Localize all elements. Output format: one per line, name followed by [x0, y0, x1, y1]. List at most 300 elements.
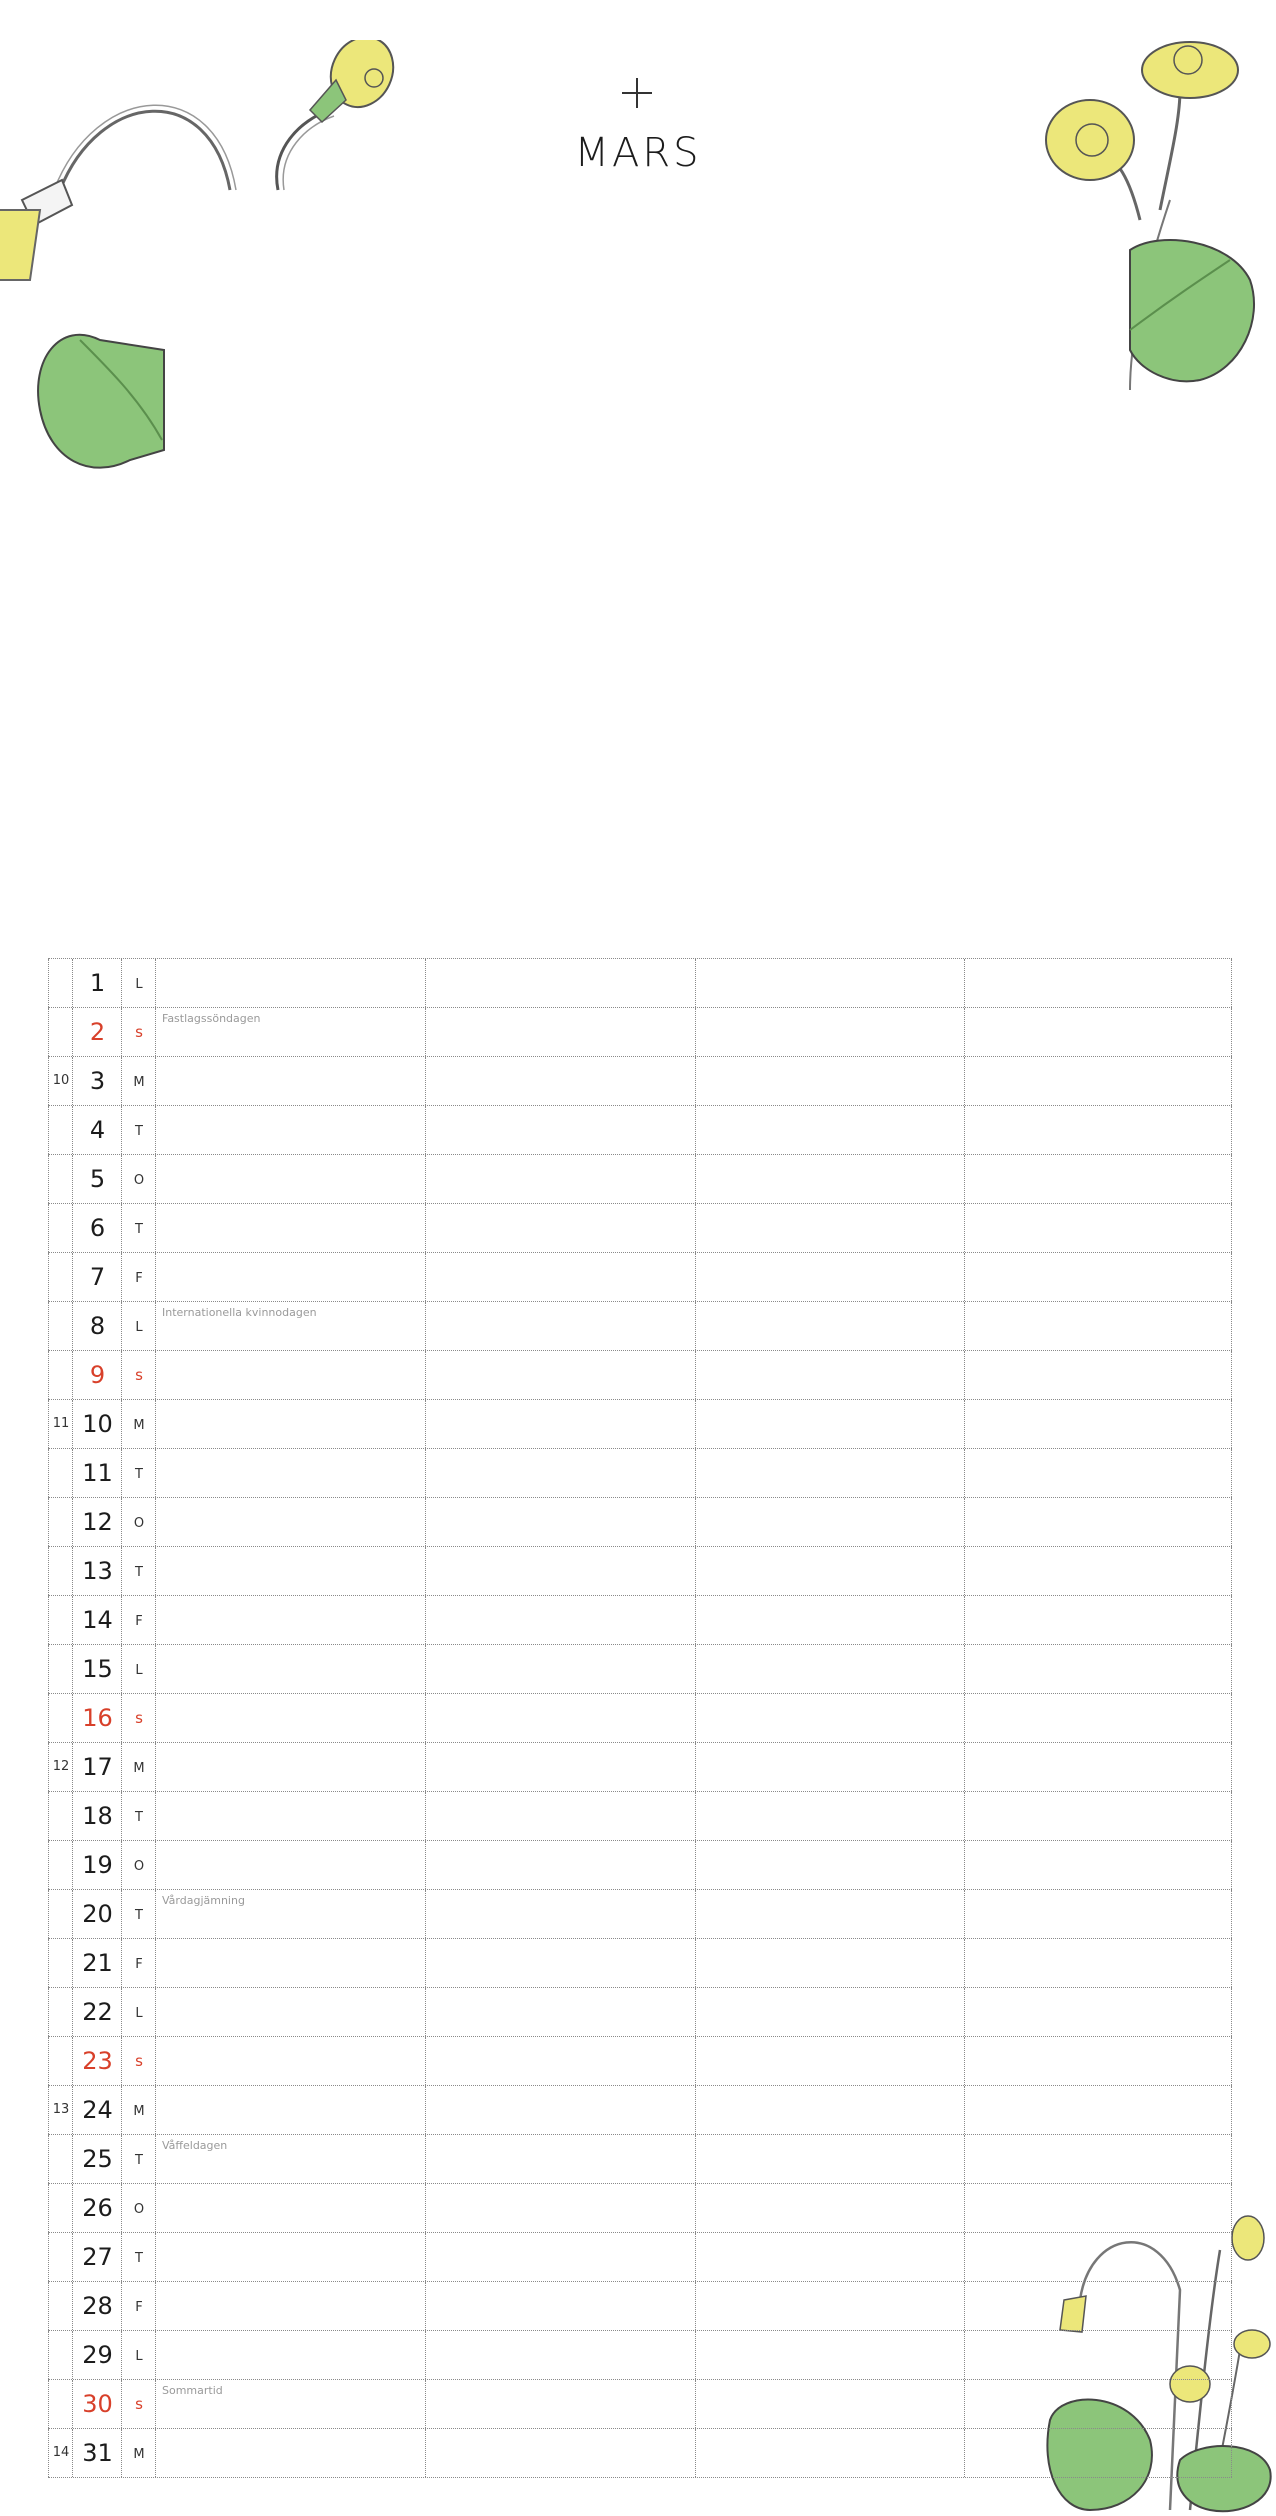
entry-cell-4[interactable]	[964, 2282, 1232, 2330]
day-row	[48, 958, 1232, 1007]
entry-cell-4[interactable]	[964, 2429, 1232, 2477]
entry-cell-3[interactable]	[695, 2037, 964, 2085]
entry-cell-2[interactable]	[425, 1694, 695, 1742]
day-number: 13	[82, 1557, 113, 1585]
weekday-cell	[121, 2380, 155, 2428]
day-number-cell	[72, 1792, 121, 1840]
day-number-cell	[72, 1449, 121, 1497]
day-number-cell	[72, 1890, 121, 1938]
day-number: 29	[82, 2341, 113, 2369]
entry-cell-3[interactable]	[695, 1302, 964, 1350]
day-number-cell	[72, 2184, 121, 2232]
weekday-cell	[121, 1645, 155, 1693]
day-row	[48, 2183, 1232, 2232]
week-number-cell	[48, 2184, 72, 2232]
day-number-cell	[72, 1939, 121, 1987]
entry-cell-1[interactable]	[155, 1890, 425, 1938]
entry-cell-4[interactable]	[964, 1743, 1232, 1791]
entry-cell-1[interactable]	[155, 1645, 425, 1693]
entry-cell-3[interactable]	[695, 2331, 964, 2379]
entry-cell-3[interactable]	[695, 1400, 964, 1448]
week-number-cell	[48, 1596, 72, 1644]
weekday-cell	[121, 1498, 155, 1546]
entry-cell-3[interactable]	[695, 1155, 964, 1203]
day-number-cell	[72, 2380, 121, 2428]
entry-cell-2[interactable]	[425, 1155, 695, 1203]
day-number-cell	[72, 1841, 121, 1889]
day-number: 30	[82, 2390, 113, 2418]
holiday-note: Internationella kvinnodagen	[162, 1306, 317, 1319]
day-number: 5	[89, 1165, 106, 1193]
entry-cell-2[interactable]	[425, 1841, 695, 1889]
weekday-letter: L	[135, 1663, 143, 1678]
entry-cell-1[interactable]	[155, 1841, 425, 1889]
weekday-letter: M	[133, 1075, 145, 1090]
month-grid	[48, 958, 1232, 2482]
entry-cell-3[interactable]	[695, 2233, 964, 2281]
week-number-cell	[48, 1400, 72, 1448]
entry-cell-2[interactable]	[425, 2037, 695, 2085]
weekday-letter: L	[135, 977, 143, 992]
day-number: 10	[82, 1410, 113, 1438]
weekday-cell	[121, 1449, 155, 1497]
holiday-note: Fastlagssöndagen	[162, 1012, 261, 1025]
entry-cell-4[interactable]	[964, 1645, 1232, 1693]
entry-cell-2[interactable]	[425, 2380, 695, 2428]
weekday-letter: s	[135, 1709, 143, 1727]
entry-cell-1[interactable]	[155, 1057, 425, 1105]
weekday-letter: M	[133, 2104, 145, 2119]
entry-cell-4[interactable]	[964, 1008, 1232, 1056]
weekday-letter: L	[135, 1320, 143, 1335]
entry-cell-1[interactable]	[155, 1351, 425, 1399]
entry-cell-1[interactable]	[155, 1449, 425, 1497]
day-number-cell	[72, 2233, 121, 2281]
day-number-cell	[72, 959, 121, 1007]
weekday-letter: O	[133, 1173, 145, 1188]
entry-cell-1[interactable]	[155, 1988, 425, 2036]
entry-cell-3[interactable]	[695, 1204, 964, 1252]
week-number-cell	[48, 1302, 72, 1350]
day-number-cell	[72, 2282, 121, 2330]
entry-cell-4[interactable]	[964, 1106, 1232, 1154]
entry-cell-4[interactable]	[964, 1155, 1232, 1203]
weekday-cell	[121, 2184, 155, 2232]
week-number-cell	[48, 1008, 72, 1056]
day-number: 23	[82, 2047, 113, 2075]
week-number: 12	[52, 1759, 70, 1774]
weekday-cell	[121, 1547, 155, 1595]
day-row	[48, 1644, 1232, 1693]
entry-cell-4[interactable]	[964, 1253, 1232, 1301]
day-row	[48, 1056, 1232, 1105]
weekday-letter: M	[133, 1418, 145, 1433]
day-row	[48, 1595, 1232, 1644]
entry-cell-2[interactable]	[425, 2184, 695, 2232]
day-row	[48, 2232, 1232, 2281]
weekday-cell	[121, 1204, 155, 1252]
week-number-cell	[48, 1253, 72, 1301]
entry-cell-3[interactable]	[695, 2429, 964, 2477]
weekday-cell	[121, 1253, 155, 1301]
day-row	[48, 1497, 1232, 1546]
entry-cell-3[interactable]	[695, 1645, 964, 1693]
weekday-cell	[121, 1106, 155, 1154]
day-number: 27	[82, 2243, 113, 2271]
day-row	[48, 1840, 1232, 1889]
day-row	[48, 2330, 1232, 2379]
day-number-cell	[72, 1743, 121, 1791]
entry-cell-4[interactable]	[964, 1547, 1232, 1595]
entry-cell-1[interactable]	[155, 1106, 425, 1154]
entry-cell-3[interactable]	[695, 1547, 964, 1595]
day-row	[48, 2428, 1232, 2478]
day-row	[48, 1252, 1232, 1301]
weekday-cell	[121, 2233, 155, 2281]
day-number: 17	[82, 1753, 113, 1781]
week-number-cell	[48, 1841, 72, 1889]
entry-cell-2[interactable]	[425, 2429, 695, 2477]
entry-cell-1[interactable]	[155, 1498, 425, 1546]
day-number: 20	[82, 1900, 113, 1928]
weekday-letter: M	[133, 2447, 145, 2462]
entry-cell-3[interactable]	[695, 2086, 964, 2134]
entry-cell-1[interactable]	[155, 2086, 425, 2134]
weekday-letter: F	[135, 1614, 143, 1629]
day-number-cell	[72, 1694, 121, 1742]
week-number: 10	[52, 1073, 70, 1088]
weekday-cell	[121, 1155, 155, 1203]
week-number: 14	[52, 2445, 70, 2460]
week-number-cell	[48, 2086, 72, 2134]
entry-cell-2[interactable]	[425, 1204, 695, 1252]
weekday-letter: L	[135, 2006, 143, 2021]
day-number: 11	[82, 1459, 113, 1487]
weekday-cell	[121, 1792, 155, 1840]
day-row	[48, 1889, 1232, 1938]
weekday-cell	[121, 1008, 155, 1056]
weekday-cell	[121, 2331, 155, 2379]
week-number: 11	[52, 1416, 70, 1431]
entry-cell-2[interactable]	[425, 2135, 695, 2183]
weekday-letter: F	[135, 1957, 143, 1972]
entry-cell-3[interactable]	[695, 2282, 964, 2330]
entry-cell-2[interactable]	[425, 1890, 695, 1938]
day-row	[48, 1938, 1232, 1987]
entry-cell-2[interactable]	[425, 1302, 695, 1350]
day-number-cell	[72, 1645, 121, 1693]
week-number-cell	[48, 1498, 72, 1546]
day-number-cell	[72, 1008, 121, 1056]
entry-cell-4[interactable]	[964, 2331, 1232, 2379]
weekday-letter: T	[135, 1810, 143, 1825]
day-number-cell	[72, 2086, 121, 2134]
week-number-cell	[48, 2282, 72, 2330]
day-row	[48, 2281, 1232, 2330]
entry-cell-4[interactable]	[964, 1890, 1232, 1938]
day-row	[48, 2134, 1232, 2183]
day-number: 24	[82, 2096, 113, 2124]
entry-cell-1[interactable]	[155, 1694, 425, 1742]
entry-cell-1[interactable]	[155, 2184, 425, 2232]
week-number-cell	[48, 2037, 72, 2085]
entry-cell-4[interactable]	[964, 2184, 1232, 2232]
entry-cell-4[interactable]	[964, 2233, 1232, 2281]
entry-cell-2[interactable]	[425, 2086, 695, 2134]
day-number-cell	[72, 1547, 121, 1595]
holiday-note: Sommartid	[162, 2384, 223, 2397]
holiday-note: Våffeldagen	[162, 2139, 228, 2152]
entry-cell-4[interactable]	[964, 1351, 1232, 1399]
entry-cell-4[interactable]	[964, 1939, 1232, 1987]
month-title: MARS	[574, 130, 702, 176]
entry-cell-3[interactable]	[695, 1351, 964, 1399]
week-number-cell	[48, 2331, 72, 2379]
day-row	[48, 2379, 1232, 2428]
entry-cell-2[interactable]	[425, 1057, 695, 1105]
weekday-cell	[121, 1890, 155, 1938]
entry-cell-3[interactable]	[695, 1008, 964, 1056]
entry-cell-3[interactable]	[695, 1253, 964, 1301]
entry-cell-3[interactable]	[695, 1743, 964, 1791]
weekday-cell	[121, 1400, 155, 1448]
entry-cell-4[interactable]	[964, 2037, 1232, 2085]
day-number: 22	[82, 1998, 113, 2026]
week-number-cell	[48, 1351, 72, 1399]
entry-cell-2[interactable]	[425, 1253, 695, 1301]
entry-cell-4[interactable]	[964, 2135, 1232, 2183]
entry-cell-3[interactable]	[695, 1449, 964, 1497]
week-number-cell	[48, 2135, 72, 2183]
entry-cell-3[interactable]	[695, 2380, 964, 2428]
day-row	[48, 1791, 1232, 1840]
entry-cell-2[interactable]	[425, 1988, 695, 2036]
weekday-letter: T	[135, 1467, 143, 1482]
entry-cell-1[interactable]	[155, 1792, 425, 1840]
day-row	[48, 1448, 1232, 1497]
day-row	[48, 1154, 1232, 1203]
day-number-cell	[72, 1057, 121, 1105]
day-number: 28	[82, 2292, 113, 2320]
entry-cell-3[interactable]	[695, 1841, 964, 1889]
entry-cell-4[interactable]	[964, 1596, 1232, 1644]
entry-cell-2[interactable]	[425, 2233, 695, 2281]
day-number-cell	[72, 1155, 121, 1203]
entry-cell-3[interactable]	[695, 1988, 964, 2036]
entry-cell-1[interactable]	[155, 1204, 425, 1252]
day-number-cell	[72, 2331, 121, 2379]
entry-cell-4[interactable]	[964, 2086, 1232, 2134]
entry-cell-3[interactable]	[695, 1890, 964, 1938]
day-number-cell	[72, 1106, 121, 1154]
entry-cell-3[interactable]	[695, 1106, 964, 1154]
day-number-cell	[72, 1302, 121, 1350]
entry-cell-1[interactable]	[155, 959, 425, 1007]
weekday-cell	[121, 1596, 155, 1644]
entry-cell-3[interactable]	[695, 1792, 964, 1840]
entry-cell-4[interactable]	[964, 1694, 1232, 1742]
day-row	[48, 1546, 1232, 1595]
entry-cell-2[interactable]	[425, 2282, 695, 2330]
day-number: 19	[82, 1851, 113, 1879]
weekday-cell	[121, 1743, 155, 1791]
weekday-letter: O	[133, 1859, 145, 1874]
day-number: 12	[82, 1508, 113, 1536]
entry-cell-4[interactable]	[964, 1449, 1232, 1497]
weekday-letter: T	[135, 1565, 143, 1580]
entry-cell-2[interactable]	[425, 1106, 695, 1154]
week-number-cell	[48, 959, 72, 1007]
weekday-letter: T	[135, 1124, 143, 1139]
day-row	[48, 2085, 1232, 2134]
day-number: 6	[89, 1214, 106, 1242]
day-number: 4	[89, 1116, 106, 1144]
entry-cell-2[interactable]	[425, 1449, 695, 1497]
day-number: 18	[82, 1802, 113, 1830]
coltsfoot-flower-illustration	[0, 40, 400, 560]
entry-cell-2[interactable]	[425, 1596, 695, 1644]
weekday-letter: s	[135, 1366, 143, 1384]
entry-cell-2[interactable]	[425, 1351, 695, 1399]
day-number: 3	[89, 1067, 106, 1095]
entry-cell-3[interactable]	[695, 1939, 964, 1987]
weekday-letter: O	[133, 1516, 145, 1531]
day-row	[48, 1987, 1232, 2036]
weekday-cell	[121, 959, 155, 1007]
entry-cell-4[interactable]	[964, 959, 1232, 1007]
weekday-letter: M	[133, 1761, 145, 1776]
week-number-cell	[48, 2429, 72, 2477]
week-number-cell	[48, 1988, 72, 2036]
entry-cell-2[interactable]	[425, 1400, 695, 1448]
weekday-cell	[121, 1351, 155, 1399]
entry-cell-4[interactable]	[964, 1988, 1232, 2036]
weekday-letter: s	[135, 2395, 143, 2413]
weekday-letter: L	[135, 2349, 143, 2364]
weekday-letter: T	[135, 2153, 143, 2168]
entry-cell-3[interactable]	[695, 1694, 964, 1742]
entry-cell-4[interactable]	[964, 1498, 1232, 1546]
entry-cell-1[interactable]	[155, 1547, 425, 1595]
day-number-cell	[72, 1400, 121, 1448]
weekday-cell	[121, 2086, 155, 2134]
day-number-cell	[72, 1204, 121, 1252]
entry-cell-4[interactable]	[964, 1302, 1232, 1350]
entry-cell-1[interactable]	[155, 1253, 425, 1301]
week-number-cell	[48, 1547, 72, 1595]
day-number: 16	[82, 1704, 113, 1732]
entry-cell-1[interactable]	[155, 2135, 425, 2183]
entry-cell-2[interactable]	[425, 959, 695, 1007]
week-number-cell	[48, 2380, 72, 2428]
entry-cell-4[interactable]	[964, 1204, 1232, 1252]
weekday-letter: T	[135, 2251, 143, 2266]
entry-cell-1[interactable]	[155, 2429, 425, 2477]
day-number: 9	[89, 1361, 106, 1389]
entry-cell-2[interactable]	[425, 1645, 695, 1693]
entry-cell-1[interactable]	[155, 2233, 425, 2281]
entry-cell-1[interactable]	[155, 1400, 425, 1448]
day-row	[48, 1203, 1232, 1252]
weekday-cell	[121, 1302, 155, 1350]
entry-cell-4[interactable]	[964, 1792, 1232, 1840]
entry-cell-1[interactable]	[155, 1939, 425, 1987]
day-number-cell	[72, 1988, 121, 2036]
day-row	[48, 1301, 1232, 1350]
day-number-cell	[72, 1596, 121, 1644]
entry-cell-3[interactable]	[695, 1596, 964, 1644]
day-number-cell	[72, 1351, 121, 1399]
weekday-cell	[121, 1694, 155, 1742]
day-row	[48, 1007, 1232, 1056]
weekday-letter: O	[133, 2202, 145, 2217]
weekday-letter: F	[135, 1271, 143, 1286]
entry-cell-3[interactable]	[695, 1057, 964, 1105]
entry-cell-3[interactable]	[695, 1498, 964, 1546]
entry-cell-1[interactable]	[155, 1302, 425, 1350]
entry-cell-2[interactable]	[425, 1547, 695, 1595]
weekday-letter: T	[135, 1222, 143, 1237]
weekday-letter: s	[135, 1023, 143, 1041]
day-number-cell	[72, 2037, 121, 2085]
entry-cell-1[interactable]	[155, 2380, 425, 2428]
entry-cell-4[interactable]	[964, 1057, 1232, 1105]
weekday-letter: F	[135, 2300, 143, 2315]
weekday-cell	[121, 2282, 155, 2330]
week-number-cell	[48, 1106, 72, 1154]
day-row	[48, 1399, 1232, 1448]
entry-cell-3[interactable]	[695, 2184, 964, 2232]
week-number: 13	[52, 2102, 70, 2117]
entry-cell-2[interactable]	[425, 1743, 695, 1791]
weekday-cell	[121, 2135, 155, 2183]
entry-cell-4[interactable]	[964, 2380, 1232, 2428]
day-number: 14	[82, 1606, 113, 1634]
entry-cell-2[interactable]	[425, 2331, 695, 2379]
entry-cell-3[interactable]	[695, 2135, 964, 2183]
entry-cell-1[interactable]	[155, 1155, 425, 1203]
day-number: 25	[82, 2145, 113, 2173]
day-number-cell	[72, 1253, 121, 1301]
day-number-cell	[72, 2135, 121, 2183]
entry-cell-2[interactable]	[425, 1008, 695, 1056]
entry-cell-1[interactable]	[155, 2331, 425, 2379]
entry-cell-1[interactable]	[155, 1008, 425, 1056]
week-number-cell	[48, 1939, 72, 1987]
weekday-cell	[121, 1939, 155, 1987]
entry-cell-2[interactable]	[425, 1498, 695, 1546]
entry-cell-1[interactable]	[155, 1596, 425, 1644]
entry-cell-4[interactable]	[964, 1400, 1232, 1448]
entry-cell-2[interactable]	[425, 1792, 695, 1840]
week-number-cell	[48, 1057, 72, 1105]
entry-cell-1[interactable]	[155, 2282, 425, 2330]
entry-cell-2[interactable]	[425, 1939, 695, 1987]
day-row	[48, 1742, 1232, 1791]
day-row	[48, 1105, 1232, 1154]
entry-cell-1[interactable]	[155, 2037, 425, 2085]
week-number-cell	[48, 1694, 72, 1742]
week-number-cell	[48, 2233, 72, 2281]
holiday-note: Vårdagjämning	[162, 1894, 245, 1907]
day-number: 21	[82, 1949, 113, 1977]
entry-cell-1[interactable]	[155, 1743, 425, 1791]
weekday-cell	[121, 2429, 155, 2477]
day-number: 7	[89, 1263, 106, 1291]
entry-cell-3[interactable]	[695, 959, 964, 1007]
entry-cell-4[interactable]	[964, 1841, 1232, 1889]
week-number-cell	[48, 1204, 72, 1252]
